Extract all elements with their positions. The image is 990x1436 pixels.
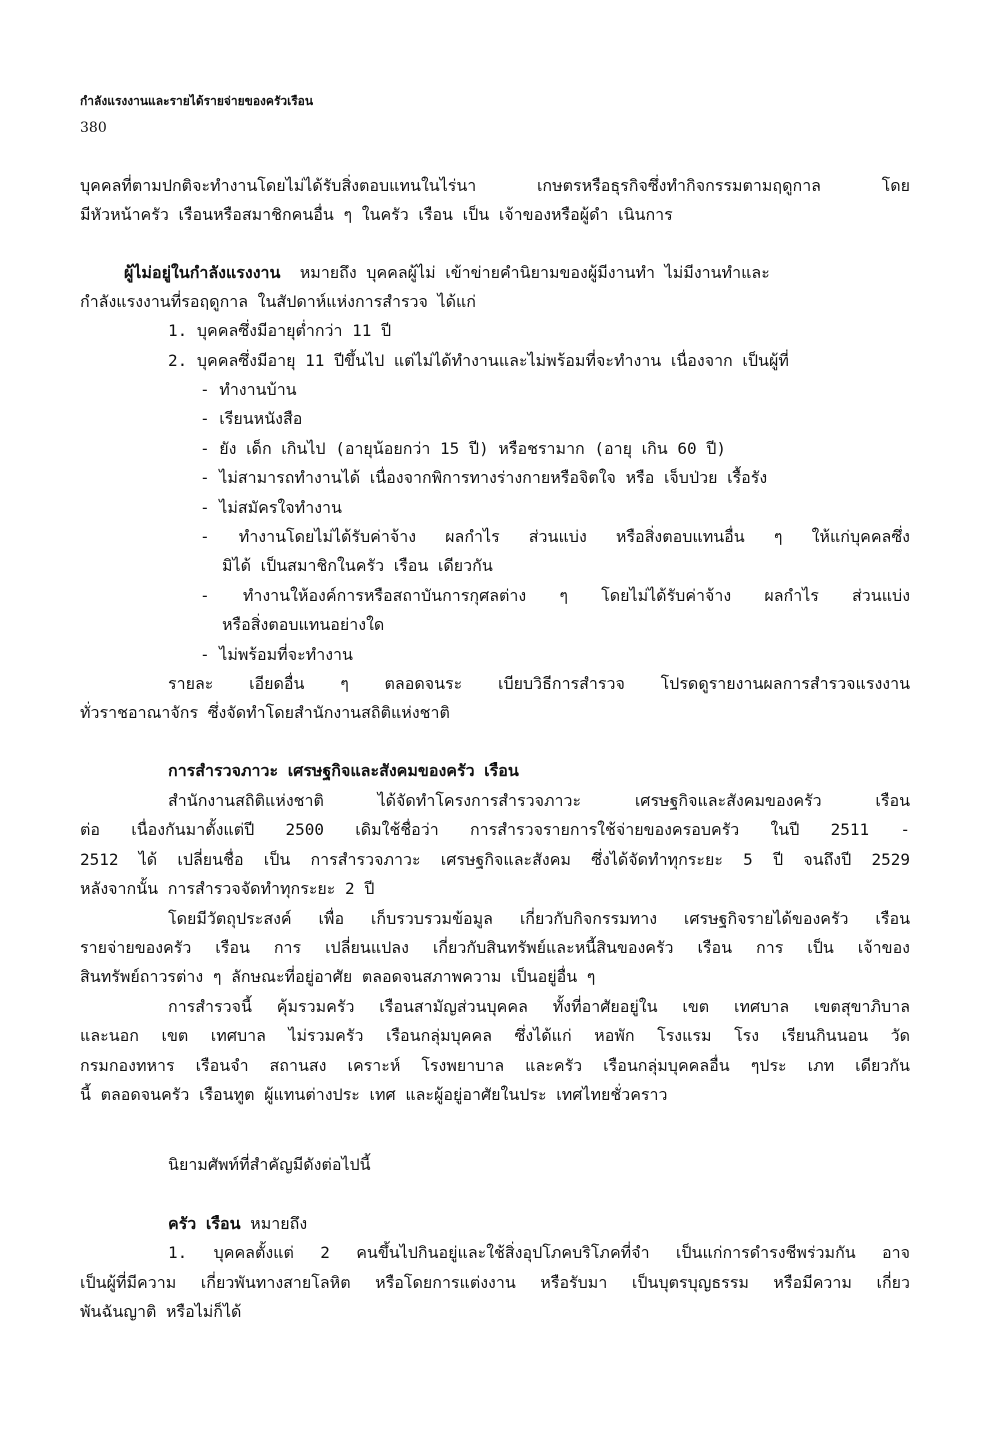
definitions-intro: นิยามศัพท์ที่สำคัญมีดังต่อไปนี้: [168, 1155, 371, 1174]
survey-p2-line-2: รายจ่ายของครัว เรือน การ เปลี่ยนแปลง เกี่ยวกับสินทรัพย์และหนี้สินของครัว เรือน การ เป็น เจ้าของ: [80, 938, 910, 957]
details-line-1: รายละ เอียดอื่น ๆ ตลอดจนระ เบียบวิธีการสำรวจ โปรดดูรายงานผลการสำรวจแรงงาน: [168, 674, 910, 693]
survey-p3-line-3: กรมกองทหาร เรือนจำ สถานสง เคราะห์ โรงพยาบาล และครัว เรือนกลุ่มบุคคลอื่น ๆประ เภท เดียวกัน: [80, 1056, 910, 1075]
details-line-2: ทั่วราชอาณาจักร ซึ่งจัดทำโดยสำนักงานสถิติแห่งชาติ: [80, 703, 450, 722]
sub-item-studying: - เรียนหนังสือ: [200, 409, 303, 428]
sub-item-unpaid-line-2: มิได้ เป็นสมาชิกในครัว เรือน เดียวกัน: [222, 556, 493, 575]
survey-p1-line-3: 2512 ได้ เปลี่ยนชื่อ เป็น การสำรวจภาวะ เศรษฐกิจและสังคม ซึ่งได้จัดทำทุกระยะ 5 ปี จนถึงปี 2529: [80, 850, 910, 869]
sub-item-charity-line-2: หรือสิ่งตอบแทนอย่างใด: [222, 615, 385, 634]
survey-p1-line-4: หลังจากนั้น การสำรวจจัดทำทุกระยะ 2 ปี: [80, 879, 375, 898]
survey-p1-line-1: สำนักงานสถิติแห่งชาติ ได้จัดทำโครงการสำรวจภาวะ เศรษฐกิจและสังคมของครัว เรือน: [168, 791, 910, 810]
list-item-1: 1. บุคคลซึ่งมีอายุต่ำกว่า 11 ปี: [168, 321, 392, 340]
household-def-line-3: พันฉันญาติ หรือไม่ก็ได้: [80, 1302, 242, 1321]
survey-p3-line-2: และนอก เขต เทศบาล ไม่รวมครัว เรือนกลุ่มบุคคล ซึ่งได้แก่ หอพัก โรงแรม โรง เรียนกินนอน วัด: [80, 1026, 910, 1045]
household-term: ครัว เรือน: [168, 1214, 241, 1233]
not-in-labor-force-line-2: กำลังแรงงานที่รอฤดูกาล ในสัปดาห์แห่งการสำรวจ ได้แก่: [80, 292, 476, 311]
sub-item-not-ready: - ไม่พร้อมที่จะทำงาน: [200, 645, 353, 664]
sub-item-housework: - ทำงานบ้าน: [200, 380, 297, 399]
not-in-labor-force-term: ผู้ไม่อยู่ในกำลังแรงงาน: [124, 263, 281, 282]
sub-item-disabled: - ไม่สามารถทำงานได้ เนื่องจากพิการทางร่างกายหรือจิตใจ หรือ เจ็บป่วย เรื้อรัง: [200, 468, 768, 487]
household-term-line: [168, 1214, 307, 1234]
page-number: 380: [80, 120, 107, 136]
list-item-2: 2. บุคคลซึ่งมีอายุ 11 ปีขึ้นไป แต่ไม่ได้ทำงานและไม่พร้อมที่จะทำงาน เนื่องจาก เป็นผู้ที่: [168, 351, 789, 370]
survey-p1-line-2: ต่อ เนื่องกันมาตั้งแต่ปี 2500 เดิมใช้ชื่อว่า การสำรวจรายการใช้จ่ายของครอบครัว ในปี 2511 -: [80, 820, 910, 839]
household-term-rest: หมายถึง: [250, 1214, 308, 1233]
intro-line-1: บุคคลที่ตามปกติจะทำงานโดยไม่ได้รับสิ่งตอบแทนในไร่นา เกษตรหรือธุรกิจซึ่งทำกิจกรรมตามฤดูกาล โดย: [80, 176, 910, 195]
survey-section-heading: การสำรวจภาวะ เศรษฐกิจและสังคมของครัว เรือน: [168, 761, 519, 780]
survey-p3-line-1: การสำรวจนี้ คุ้มรวมครัว เรือนสามัญส่วนบุคคล ทั้งที่อาศัยอยู่ใน เขต เทศบาล เขตสุขาภิบาล: [168, 997, 910, 1016]
household-def-line-2: เป็นผู้ที่มีความ เกี่ยวพันทางสายโลหิต หรือโดยการแต่งงาน หรือรับมา เป็นบุตรบุญธรรม หรือมีความ เกี่ยว: [80, 1273, 910, 1292]
household-def-line-1: 1. บุคคลตั้งแต่ 2 คนขึ้นไปกินอยู่และใช้สิ่งอุปโภคบริโภคที่จำ เป็นแก่การดำรงชีพร่วมกัน อาจ: [168, 1243, 910, 1262]
running-header-title: กำลังแรงงานและรายได้รายจ่ายของครัวเรือน: [80, 94, 314, 108]
not-in-labor-force-def: หมายถึง บุคคลผู้ไม่ เข้าข่ายคำนิยามของผู้มีงานทำ ไม่มีงานทำและ: [299, 263, 770, 282]
not-in-labor-force-line-1: [124, 263, 910, 283]
survey-p3-line-4: นี้ ตลอดจนครัว เรือนทูต ผู้แทนต่างประ เทศ และผู้อยู่อาศัยในประ เทศไทยชั่วคราว: [80, 1085, 668, 1104]
survey-p2-line-1: โดยมีวัตถุประสงค์ เพื่อ เก็บรวบรวมข้อมูล เกี่ยวกับกิจกรรมทาง เศรษฐกิจรายได้ของครัว เรือน: [168, 909, 910, 928]
sub-item-unwilling: - ไม่สมัครใจทำงาน: [200, 498, 342, 517]
survey-p2-line-3: สินทรัพย์ถาวรต่าง ๆ ลักษณะที่อยู่อาศัย ตลอดจนสภาพความ เป็นอยู่อื่น ๆ: [80, 967, 596, 986]
sub-item-unpaid-line-1: - ทำงานโดยไม่ได้รับค่าจ้าง ผลกำไร ส่วนแบ่ง หรือสิ่งตอบแทนอื่น ๆ ให้แก่บุคคลซึ่ง: [200, 527, 910, 546]
sub-item-age: - ยัง เด็ก เกินไป (อายุน้อยกว่า 15 ปี) หรือชรามาก (อายุ เกิน 60 ปี): [200, 439, 727, 458]
sub-item-charity-line-1: - ทำงานให้องค์การหรือสถาบันการกุศลต่าง ๆ โดยไม่ได้รับค่าจ้าง ผลกำไร ส่วนแบ่ง: [200, 586, 910, 605]
intro-line-2: มีหัวหน้าครัว เรือนหรือสมาชิกคนอื่น ๆ ในครัว เรือน เป็น เจ้าของหรือผู้ดำ เนินการ: [80, 205, 673, 224]
